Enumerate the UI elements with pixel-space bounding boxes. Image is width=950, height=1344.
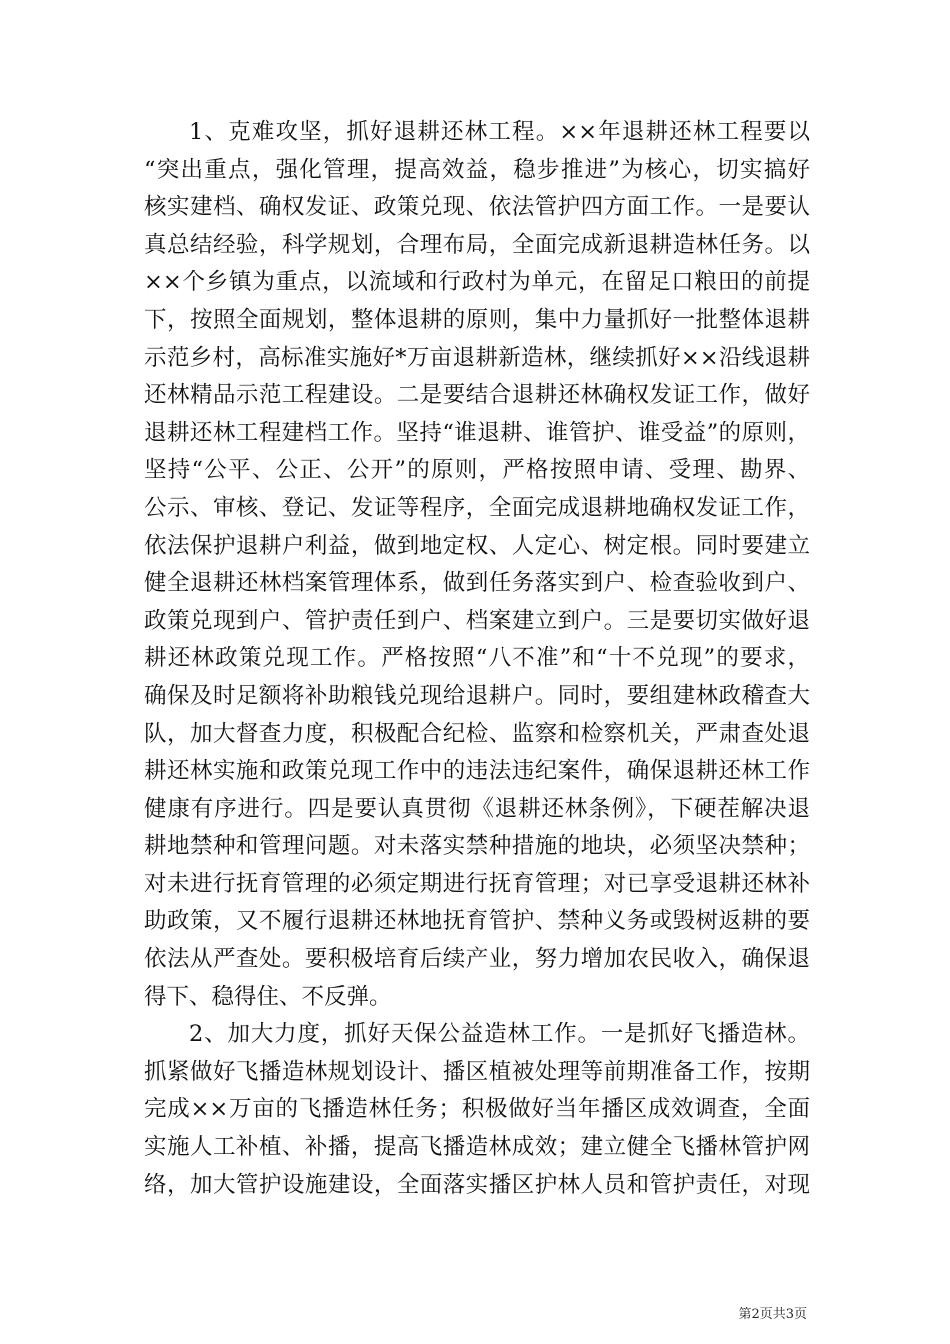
text-line: 健康有序进行。四是要认真贯彻《退耕还林条例》，下硬茬解决退 <box>144 795 810 822</box>
text-line: 健全退耕还林档案管理体系，做到任务落实到户、检查验收到户、 <box>144 570 810 597</box>
text-line: 抓紧做好飞播造林规划设计、播区植被处理等前期准备工作，按期 <box>144 1058 810 1085</box>
text-line: 还林精品示范工程建设。二是要结合退耕还林确权发证工作，做好 <box>144 382 810 409</box>
paragraph-1 <box>144 114 810 1016</box>
text-line: 政策兑现到户、管护责任到户、档案建立到户。三是要切实做好退 <box>144 607 810 634</box>
text-line: 真总结经验，科学规划，合理布局，全面完成新退耕造林任务。以 <box>144 231 810 258</box>
text-line: 下，按照全面规划，整体退耕的原则，集中力量抓好一批整体退耕 <box>144 306 810 333</box>
paragraph-2 <box>144 1016 810 1204</box>
page-number-footer: 第2页共3页 <box>738 1307 807 1322</box>
document-body <box>144 114 810 1204</box>
text-line: 1、克难攻坚，抓好退耕还林工程。××年退耕还林工程要以 <box>189 119 810 145</box>
text-line: 队，加大督查力度，积极配合纪检、监察和检察机关，严肃查处退 <box>144 720 810 747</box>
text-line: 耕地禁种和管理问题。对未落实禁种措施的地块，必须坚决禁种； <box>144 833 810 860</box>
text-line: 得下、稳得住、不反弹。 <box>144 983 392 1010</box>
text-line: 坚持“公平、公正、公开”的原则，严格按照申请、受理、勘界、 <box>144 457 810 484</box>
text-line: 依法保护退耕户利益，做到地定权、人定心、树定根。同时要建立 <box>144 532 810 559</box>
text-line: 实施人工补植、补播，提高飞播造林成效；建立健全飞播林管护网 <box>144 1134 810 1161</box>
text-line: 2、加大力度，抓好天保公益造林工作。一是抓好飞播造林。 <box>189 1021 810 1048</box>
text-line: 完成××万亩的飞播造林任务；积极做好当年播区成效调查，全面 <box>144 1096 810 1123</box>
text-line: “突出重点，强化管理，提高效益，稳步推进”为核心，切实搞好 <box>144 156 810 183</box>
text-line: 示范乡村，高标准实施好*万亩退耕新造林，继续抓好××沿线退耕 <box>144 344 810 371</box>
text-line: 对未进行抚育管理的必须定期进行抚育管理；对已享受退耕还林补 <box>144 870 810 897</box>
text-line: 公示、审核、登记、发证等程序，全面完成退耕地确权发证工作， <box>144 494 810 521</box>
text-line: 耕还林实施和政策兑现工作中的违法违纪案件，确保退耕还林工作 <box>144 758 810 785</box>
text-line: 确保及时足额将补助粮钱兑现给退耕户。同时，要组建林政稽查大 <box>144 682 810 709</box>
text-line: 助政策，又不履行退耕还林地抚育管护、禁种义务或毁树返耕的要 <box>144 908 810 935</box>
text-line: 耕还林政策兑现工作。严格按照“八不准”和“十不兑现”的要求， <box>144 645 810 672</box>
text-line: 络，加大管护设施建设，全面落实播区护林人员和管护责任，对现 <box>144 1171 810 1198</box>
text-line: 退耕还林工程建档工作。坚持“谁退耕、谁管护、谁受益”的原则， <box>144 419 810 446</box>
text-line: ××个乡镇为重点，以流域和行政村为单元，在留足口粮田的前提 <box>144 269 810 296</box>
text-line: 依法从严查处。要积极培育后续产业，努力增加农民收入，确保退 <box>144 946 810 973</box>
text-line: 核实建档、确权发证、政策兑现、依法管护四方面工作。一是要认 <box>144 194 810 221</box>
